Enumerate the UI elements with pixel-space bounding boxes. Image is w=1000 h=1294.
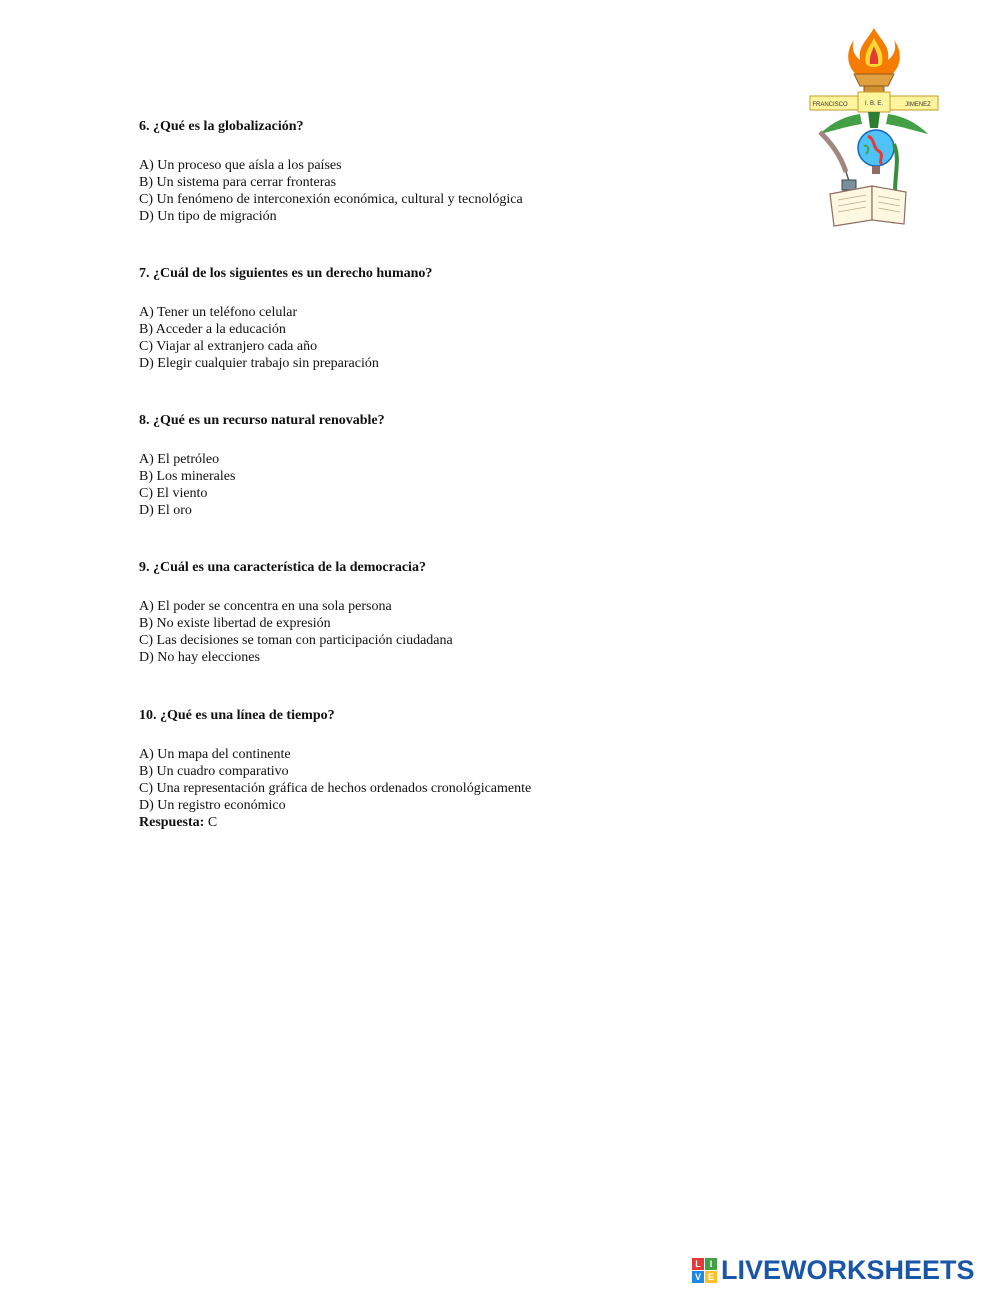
option-c[interactable]: C) Viajar al extranjero cada año (139, 339, 318, 354)
option-c[interactable]: C) El viento (139, 486, 208, 501)
live-icon (692, 1258, 717, 1283)
question-9 (139, 559, 779, 666)
question-6 (139, 118, 779, 225)
option-d[interactable]: D) Un tipo de migración (139, 209, 277, 224)
live-letter-e: E (705, 1271, 717, 1283)
question-title: 8. ¿Qué es un recurso natural renovable? (139, 413, 385, 428)
question-7 (139, 265, 779, 372)
question-8 (139, 412, 779, 519)
option-d[interactable]: D) Elegir cualquier trabajo sin preparación (139, 356, 379, 371)
school-emblem-logo (806, 24, 942, 228)
option-b[interactable]: B) Un sistema para cerrar fronteras (139, 175, 337, 190)
question-title: 7. ¿Cuál de los siguientes es un derecho humano? (139, 266, 433, 281)
option-d[interactable]: D) El oro (139, 503, 192, 518)
emblem-banner-right: JIMENEZ (905, 102, 931, 108)
question-10 (139, 707, 779, 831)
option-b[interactable]: B) Acceder a la educación (139, 322, 286, 337)
option-b[interactable]: B) Los minerales (139, 469, 236, 484)
question-title: 10. ¿Qué es una línea de tiempo? (139, 708, 335, 723)
option-a[interactable]: A) Un proceso que aísla a los países (139, 158, 342, 173)
option-a[interactable]: A) Tener un teléfono celular (139, 305, 298, 320)
option-b[interactable]: B) No existe libertad de expresión (139, 616, 331, 631)
emblem-banner-left: FRANCISCO (812, 102, 848, 108)
answer-value: C (204, 815, 218, 830)
answer-line (139, 814, 779, 831)
live-letter-i: I (705, 1258, 717, 1270)
brand-name: LIVEWORKSHEETS (721, 1254, 975, 1285)
option-a[interactable]: A) El poder se concentra en una sola persona (139, 599, 392, 614)
option-c[interactable]: C) Las decisiones se toman con participación ciudadana (139, 633, 453, 648)
option-d[interactable]: D) Un registro económico (139, 798, 286, 813)
question-title: 9. ¿Cuál es una característica de la democracia? (139, 560, 426, 575)
emblem-banner-center: I. B. E. (864, 101, 884, 107)
option-b[interactable]: B) Un cuadro comparativo (139, 764, 289, 779)
option-a[interactable]: A) Un mapa del continente (139, 747, 291, 762)
option-c[interactable]: C) Una representación gráfica de hechos ordenados cronológicamente (139, 781, 532, 796)
liveworksheets-logo (692, 1255, 992, 1285)
live-letter-v: V (692, 1271, 704, 1283)
question-title: 6. ¿Qué es la globalización? (139, 119, 304, 134)
live-letter-l: L (692, 1258, 704, 1270)
answer-label: Respuesta: (139, 815, 205, 830)
option-d[interactable]: D) No hay elecciones (139, 650, 260, 665)
option-a[interactable]: A) El petróleo (139, 452, 220, 467)
option-c[interactable]: C) Un fenómeno de interconexión económica, cultural y tecnológica (139, 192, 523, 207)
